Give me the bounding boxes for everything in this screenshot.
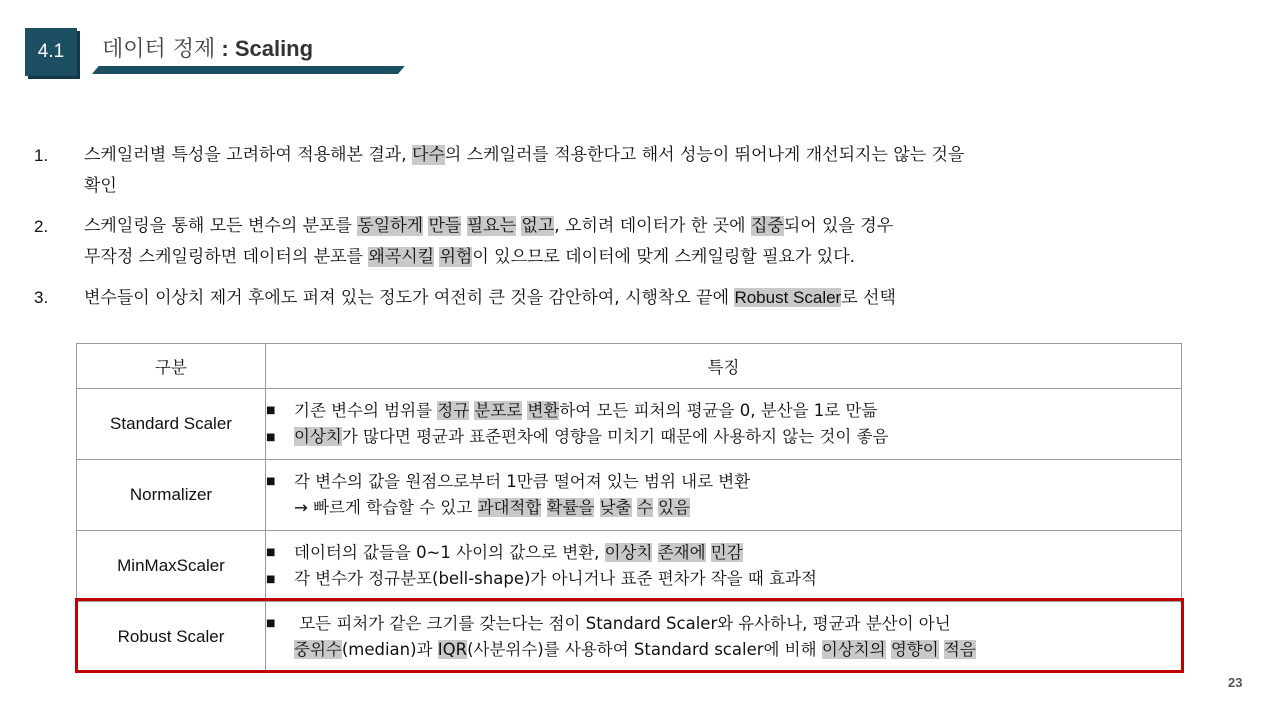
feature-line [266,398,1181,425]
text: (사분위수)를 사용하여 Standard scaler에 비해 [467,640,822,660]
space [632,498,637,517]
summary-points [34,140,1234,323]
highlight: 수 [636,498,653,518]
row-name: Standard Scaler [77,389,266,460]
text: 되어 있을 경우 [783,216,894,236]
highlight: 민감 [710,542,743,562]
bullet-icon: ■ [266,547,276,558]
row-name: Normalizer [77,460,266,531]
highlight: 만들 [428,216,462,236]
space [706,543,711,562]
point-2 [34,211,1234,273]
feature-line [266,611,1181,638]
feature-line [266,469,1181,496]
feature-line [266,424,1181,451]
page-title [102,32,313,63]
highlight: 없고 [521,216,555,236]
page-number: 23 [1228,675,1243,690]
text: 로 선택 [841,288,896,308]
highlight: 필요는 [466,216,517,236]
highlight: 적음 [943,640,976,660]
header-category: 구분 [77,344,266,389]
point-number: 2. [34,217,49,236]
table-header-row [77,344,1182,389]
arrow-right-icon: → [294,498,308,518]
feature-line [266,637,1181,663]
space [541,498,546,517]
highlight: 과대적합 [477,498,542,518]
point-text [84,282,1234,314]
text: , 오히려 데이터가 한 곳에 [554,216,751,236]
text: 의 스케일러를 적용한다고 해서 성능이 뛰어나게 개선되지는 않는 것을 [444,145,965,165]
text: 스케일러별 특성을 고려하여 적용해본 결과, [84,145,413,165]
bullet-icon: ■ [266,618,276,630]
scaler-comparison-table [76,343,1182,673]
row-features [266,602,1182,673]
bullet-icon: ■ [266,431,276,443]
text: 모든 피처가 같은 크기를 갖는다는 점이 Standard Scaler와 유사하나, 평균과 분산이 아닌 [294,613,951,633]
text: 하여 모든 피처의 평균을 0, 분산을 1로 만듦 [559,400,878,420]
title-underline [92,66,405,74]
text: 이 있으므로 데이터에 맞게 스케일링할 필요가 있다. [472,247,856,267]
bullet-icon: ■ [266,405,276,416]
highlight: 집중 [750,216,784,236]
table-row [77,389,1182,460]
row-features [266,531,1182,602]
row-name: MinMaxScaler [77,531,266,602]
text: 가 많다면 평균과 표준편차에 영향을 미치기 때문에 사용하지 않는 것이 좋음 [341,427,889,446]
feature-line [266,566,1181,593]
highlight: Robust Scaler [734,288,842,307]
point-number: 1. [34,146,49,165]
highlight: 확률을 [546,498,595,518]
highlight: 왜곡시킬 [368,247,435,267]
highlight: 이상치 [604,542,653,562]
point-1 [34,140,1234,202]
space [652,543,657,562]
table-row [77,460,1182,531]
feature-line [266,540,1181,567]
bullet-icon: ■ [266,476,276,488]
text: 무작정 스케일링하면 데이터의 분포를 [84,247,369,267]
title-main: 데이터 정제 [102,37,216,62]
highlight: 다수 [412,145,445,165]
row-name: Robust Scaler [77,602,266,673]
text: 각 변수의 값을 원점으로부터 1만큼 떨어져 있는 범위 내로 변환 [294,471,751,491]
point-text [84,211,1234,273]
point-text [84,140,1234,202]
feature-line [266,495,1181,521]
highlight: 중위수 [294,640,342,660]
text: 스케일링을 통해 모든 변수의 분포를 [84,216,358,236]
highlight: 변환 [527,400,560,420]
highlight: 동일하게 [357,216,424,236]
row-features [266,389,1182,460]
bullet-icon: ■ [266,573,276,585]
text: 빠르게 학습할 수 있고 [307,498,478,518]
highlight: 존재에 [657,542,706,562]
highlight: 이상치 [294,427,342,446]
space [461,216,466,236]
header-features: 특징 [266,344,1182,389]
text: 기존 변수의 범위를 [294,400,438,420]
highlight: 분포로 [474,400,523,420]
highlight: 낮출 [599,498,632,518]
row-features [266,460,1182,531]
text: 데이터의 값들을 0~1 사이의 값으로 변환, [294,542,605,562]
highlight: 있음 [657,498,690,518]
text: 각 변수가 정규분포(bell-shape)가 아니거나 표준 편차가 작을 때 효과적 [294,569,817,588]
highlight: 정규 [437,400,470,420]
text: 확인 [84,176,117,196]
section-number-badge: 4.1 [25,28,77,76]
text: (median)과 [341,640,438,660]
highlight: 이상치의 [821,640,886,660]
title-subtitle: : Scaling [215,36,314,61]
point-3 [34,282,1234,314]
space [594,498,599,517]
point-number: 3. [34,288,49,307]
highlight: IQR [437,640,468,660]
table-row [77,531,1182,602]
table-row [77,602,1182,673]
text: 변수들이 이상치 제거 후에도 퍼져 있는 정도가 여전히 큰 것을 감안하여, 시행착오 끝에 [84,288,735,308]
highlight: 위험 [439,247,473,267]
highlight: 영향이 [890,640,939,660]
